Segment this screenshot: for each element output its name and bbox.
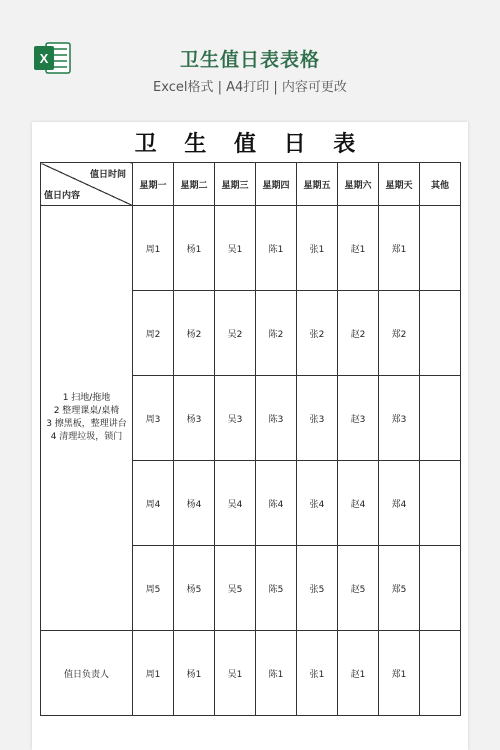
duty-name-cell: 吴4 xyxy=(215,461,256,546)
duty-content-item: 2 整理课桌/桌椅 xyxy=(53,406,120,416)
day-header: 星期天 xyxy=(379,163,420,206)
duty-name-cell: 赵5 xyxy=(338,546,379,631)
responsible-label: 值日负责人 xyxy=(41,631,133,716)
duty-name-cell: 杨5 xyxy=(174,546,215,631)
duty-name-cell: 吴3 xyxy=(215,376,256,461)
duty-name-cell xyxy=(420,206,461,291)
day-header: 星期三 xyxy=(215,163,256,206)
duty-name-cell: 郑1 xyxy=(379,206,420,291)
day-header: 星期五 xyxy=(297,163,338,206)
duty-name-cell: 张5 xyxy=(297,546,338,631)
responsible-name-cell: 吴1 xyxy=(215,631,256,716)
duty-name-cell: 周3 xyxy=(133,376,174,461)
day-header: 其他 xyxy=(420,163,461,206)
duty-name-cell: 陈3 xyxy=(256,376,297,461)
corner-header-cell xyxy=(41,163,133,206)
responsible-name-cell: 赵1 xyxy=(338,631,379,716)
duty-name-cell: 赵2 xyxy=(338,291,379,376)
day-header: 星期二 xyxy=(174,163,215,206)
duty-name-cell: 郑3 xyxy=(379,376,420,461)
duty-name-cell: 杨1 xyxy=(174,206,215,291)
duty-name-cell: 陈1 xyxy=(256,206,297,291)
responsible-name-cell: 杨1 xyxy=(174,631,215,716)
page-subtitle: Excel格式 | A4打印 | 内容可更改 xyxy=(153,80,347,95)
responsible-name-cell: 周1 xyxy=(133,631,174,716)
duty-name-cell: 张4 xyxy=(297,461,338,546)
duty-name-cell xyxy=(420,291,461,376)
duty-name-cell: 周2 xyxy=(133,291,174,376)
day-header: 星期一 xyxy=(133,163,174,206)
duty-name-cell: 吴5 xyxy=(215,546,256,631)
responsible-name-cell: 陈1 xyxy=(256,631,297,716)
responsible-name-cell: 张1 xyxy=(297,631,338,716)
day-header: 星期六 xyxy=(338,163,379,206)
duty-content-cell xyxy=(41,206,133,631)
duty-name-cell: 杨3 xyxy=(174,376,215,461)
document-sheet xyxy=(32,122,468,750)
duty-content-item: 1 扫地/拖地 xyxy=(62,393,111,403)
duty-name-cell: 张2 xyxy=(297,291,338,376)
duty-roster-table xyxy=(40,162,461,716)
duty-name-cell xyxy=(420,376,461,461)
duty-name-cell: 赵4 xyxy=(338,461,379,546)
document-title: 卫 生 值 日 表 xyxy=(134,132,366,157)
duty-name-cell: 张1 xyxy=(297,206,338,291)
page-title: 卫生值日表表格 xyxy=(179,49,320,71)
duty-name-cell xyxy=(420,461,461,546)
duty-name-cell: 郑2 xyxy=(379,291,420,376)
day-header: 星期四 xyxy=(256,163,297,206)
duty-content-item: 4 清理垃圾，锁门 xyxy=(50,432,123,442)
corner-label-content: 值日内容 xyxy=(44,191,81,201)
duty-name-cell: 杨4 xyxy=(174,461,215,546)
duty-name-cell: 吴1 xyxy=(215,206,256,291)
duty-name-cell: 郑5 xyxy=(379,546,420,631)
duty-name-cell: 陈2 xyxy=(256,291,297,376)
duty-name-cell: 张3 xyxy=(297,376,338,461)
duty-name-cell: 赵1 xyxy=(338,206,379,291)
responsible-name-cell: 郑1 xyxy=(379,631,420,716)
duty-name-cell: 郑4 xyxy=(379,461,420,546)
duty-name-cell: 吴2 xyxy=(215,291,256,376)
duty-name-cell xyxy=(420,546,461,631)
duty-content-item: 3 擦黑板，整理讲台 xyxy=(46,419,127,429)
duty-name-cell: 赵3 xyxy=(338,376,379,461)
duty-name-cell: 周4 xyxy=(133,461,174,546)
responsible-name-cell xyxy=(420,631,461,716)
responsible-row xyxy=(41,631,461,716)
header xyxy=(0,0,500,110)
table-row xyxy=(41,206,461,291)
excel-icon-letter: X xyxy=(39,51,49,66)
corner-label-time: 值日时间 xyxy=(89,170,126,180)
table-header-row xyxy=(41,163,461,206)
duty-name-cell: 周5 xyxy=(133,546,174,631)
duty-name-cell: 陈5 xyxy=(256,546,297,631)
duty-name-cell: 陈4 xyxy=(256,461,297,546)
duty-name-cell: 杨2 xyxy=(174,291,215,376)
duty-name-cell: 周1 xyxy=(133,206,174,291)
